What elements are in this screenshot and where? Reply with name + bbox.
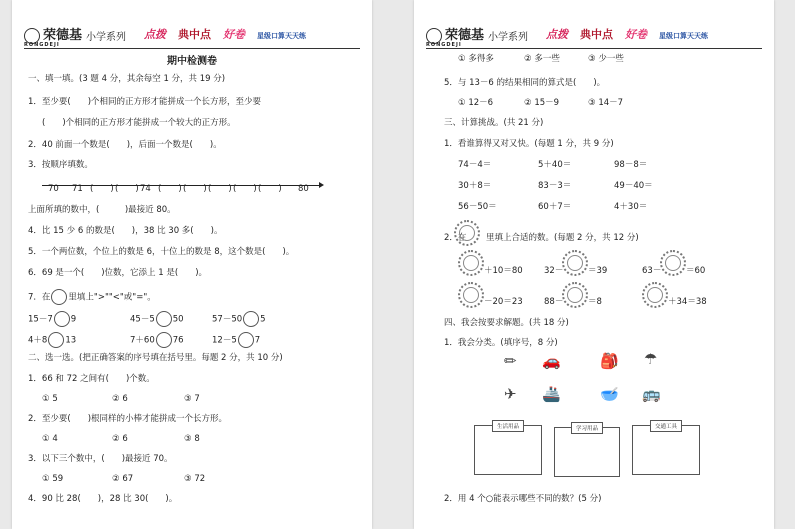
calc-item: 74－4＝ bbox=[458, 160, 492, 170]
number-line-cell: 70 bbox=[48, 184, 59, 194]
question-text: 2．40 前面一个数是( )，后面一个数是( )。 bbox=[28, 140, 222, 150]
compare-item: 45－5 50 bbox=[130, 311, 184, 327]
flower-circle-icon bbox=[562, 282, 588, 308]
number-line-cell: 71 bbox=[72, 184, 83, 194]
question-text: 7．在 里填上">""<"或"="。 bbox=[28, 289, 156, 305]
calc-item: 83－3＝ bbox=[538, 181, 572, 191]
question-text: 1．66 和 72 之间有( )个数。 bbox=[28, 374, 155, 384]
calc-item: 98－8＝ bbox=[614, 160, 648, 170]
number-line-cell: ( ) bbox=[183, 184, 207, 194]
choice: ② 多一些 bbox=[524, 54, 560, 64]
choice: ③ 14－7 bbox=[588, 98, 624, 108]
question-text: 上面所填的数中，( )最接近 80。 bbox=[28, 205, 176, 215]
calc-item: 5＋40＝ bbox=[538, 160, 572, 170]
series-label: 小学系列 bbox=[488, 32, 528, 43]
brand-logo: 荣德基 RONGDEJI bbox=[426, 28, 485, 48]
category-box[interactable] bbox=[632, 425, 700, 475]
question-text: 5．一个两位数，个位上的数是 6，十位上的数是 8，这个数是( )。 bbox=[28, 247, 295, 257]
flower-circle-icon bbox=[454, 220, 480, 246]
section-heading: 二、选一选。(把正确答案的序号填在括号里。每题 2 分，共 10 分) bbox=[28, 353, 283, 363]
question-text: 1．看谁算得又对又快。(每题 1 分，共 9 分) bbox=[444, 139, 614, 149]
section-heading: 一、填一填。(3 题 4 分，其余每空 1 分，共 19 分) bbox=[28, 74, 226, 84]
compare-item: 7＋60 76 bbox=[130, 332, 184, 348]
question-text: 2．在 bbox=[444, 233, 467, 243]
backpack-icon: 🎒 bbox=[600, 352, 619, 370]
brand-logo: 荣德基 RONGDEJI bbox=[24, 28, 83, 48]
question-text: 2．用 4 个○能表示哪些不同的数？(5 分) bbox=[444, 494, 602, 504]
flower-circle-icon bbox=[642, 282, 668, 308]
number-line-cell: ( ) bbox=[258, 184, 282, 194]
choice: ③ 8 bbox=[184, 434, 200, 444]
choice: ① 4 bbox=[42, 434, 58, 444]
page-title: 期中检测卷 bbox=[167, 56, 217, 67]
flower-circle-icon bbox=[562, 250, 588, 276]
question-text: 4．比 15 少 6 的数是( )，38 比 30 多( )。 bbox=[28, 226, 223, 236]
airplane-icon: ✈ bbox=[504, 385, 517, 403]
car-icon: 🚗 bbox=[542, 352, 561, 370]
category-box[interactable] bbox=[554, 427, 620, 477]
number-line-cell: 74 bbox=[140, 184, 151, 194]
bus-icon: 🚌 bbox=[642, 385, 661, 403]
question-text: 5．与 13－6 的结果相同的算式是( )。 bbox=[444, 78, 606, 88]
number-line-cell: ( ) bbox=[158, 184, 182, 194]
pencil-icon: ✏ bbox=[504, 352, 517, 370]
flower-circle-icon bbox=[458, 250, 484, 276]
question-text: 3．按顺序填数。 bbox=[28, 160, 93, 170]
section-heading: 四、我会按要求解题。(共 18 分) bbox=[444, 318, 569, 328]
page-header bbox=[24, 24, 360, 49]
fill-item: ＋34＝38 bbox=[668, 297, 707, 307]
circle-icon bbox=[54, 311, 70, 327]
calc-item: 49－40＝ bbox=[614, 181, 653, 191]
question-text: ( )个相同的正方形才能拼成一个较大的正方形。 bbox=[42, 118, 236, 128]
compare-item: 15－7 9 bbox=[28, 311, 76, 327]
series-label: 小学系列 bbox=[86, 32, 126, 43]
fill-item: 88－ bbox=[544, 297, 564, 307]
calc-item: 4＋30＝ bbox=[614, 202, 648, 212]
calc-item: 60＋7＝ bbox=[538, 202, 572, 212]
calc-item: 56－50＝ bbox=[458, 202, 497, 212]
umbrella-icon: ☂ bbox=[644, 350, 658, 368]
choice: ① 12－6 bbox=[458, 98, 494, 108]
choice: ① 59 bbox=[42, 474, 64, 484]
question-text: 4．90 比 28( )，28 比 30( )。 bbox=[28, 494, 178, 504]
choice: ① 5 bbox=[42, 394, 58, 404]
choice: ② 15－9 bbox=[524, 98, 560, 108]
right-page bbox=[414, 0, 774, 529]
question-text: 1．至少要( )个相同的正方形才能拼成一个长方形，至少要 bbox=[28, 97, 262, 107]
fill-item: ＝60 bbox=[686, 266, 706, 276]
circle-icon bbox=[48, 332, 64, 348]
choice: ② 6 bbox=[112, 394, 128, 404]
category-label: 学习用品 bbox=[571, 422, 603, 434]
category-label: 生活用品 bbox=[492, 420, 524, 432]
number-line-cell: ( ) bbox=[233, 184, 257, 194]
fill-item: 63－ bbox=[642, 266, 662, 276]
choice: ② 67 bbox=[112, 474, 134, 484]
section-heading: 三、计算挑战。(共 21 分) bbox=[444, 118, 544, 128]
compare-item: 57－50 5 bbox=[212, 311, 266, 327]
question-text: 2．至少要( )根同样的小棒才能拼成一个长方形。 bbox=[28, 414, 228, 424]
number-line-cell: ( ) bbox=[90, 184, 114, 194]
flower-circle-icon bbox=[660, 250, 686, 276]
circle-icon bbox=[156, 332, 172, 348]
number-line-cell: 80 bbox=[298, 184, 309, 194]
bowl-icon: 🥣 bbox=[600, 385, 619, 403]
fill-item: －20＝23 bbox=[484, 297, 523, 307]
choice: ① 多得多 bbox=[458, 54, 494, 64]
fill-item: ＝8 bbox=[588, 297, 602, 307]
fill-item: ＋10＝80 bbox=[484, 266, 523, 276]
flower-circle-icon bbox=[458, 282, 484, 308]
question-text: 6．69 是一个( )位数，它添上 1 是( )。 bbox=[28, 268, 208, 278]
question-text: 3．以下三个数中，( )最接近 70。 bbox=[28, 454, 173, 464]
circle-icon bbox=[243, 311, 259, 327]
compare-item: 12－5 7 bbox=[212, 332, 260, 348]
product-logos: 点拨 典中点 好卷 星级口算天天练 bbox=[144, 28, 306, 41]
category-box[interactable] bbox=[474, 425, 542, 475]
choice: ③ 少一些 bbox=[588, 54, 624, 64]
compare-item: 4＋8 13 bbox=[28, 332, 76, 348]
circle-icon bbox=[51, 289, 67, 305]
question-text: 1．我会分类。(填序号，8 分) bbox=[444, 338, 558, 348]
left-page bbox=[12, 0, 372, 529]
circle-icon bbox=[238, 332, 254, 348]
page-header bbox=[426, 24, 762, 49]
category-label: 交通工具 bbox=[650, 420, 682, 432]
number-line-cell: ( ) bbox=[208, 184, 232, 194]
circle-icon bbox=[156, 311, 172, 327]
number-line-cell: ( ) bbox=[115, 184, 139, 194]
choice: ③ 7 bbox=[184, 394, 200, 404]
choice: ② 6 bbox=[112, 434, 128, 444]
fill-item: ＝39 bbox=[588, 266, 608, 276]
product-logos: 点拨 典中点 好卷 星级口算天天练 bbox=[546, 28, 708, 41]
question-text: 里填上合适的数。(每题 2 分，共 12 分) bbox=[486, 233, 639, 243]
ship-icon: 🚢 bbox=[542, 385, 561, 403]
fill-item: 32－ bbox=[544, 266, 564, 276]
calc-item: 30＋8＝ bbox=[458, 181, 492, 191]
choice: ③ 72 bbox=[184, 474, 206, 484]
